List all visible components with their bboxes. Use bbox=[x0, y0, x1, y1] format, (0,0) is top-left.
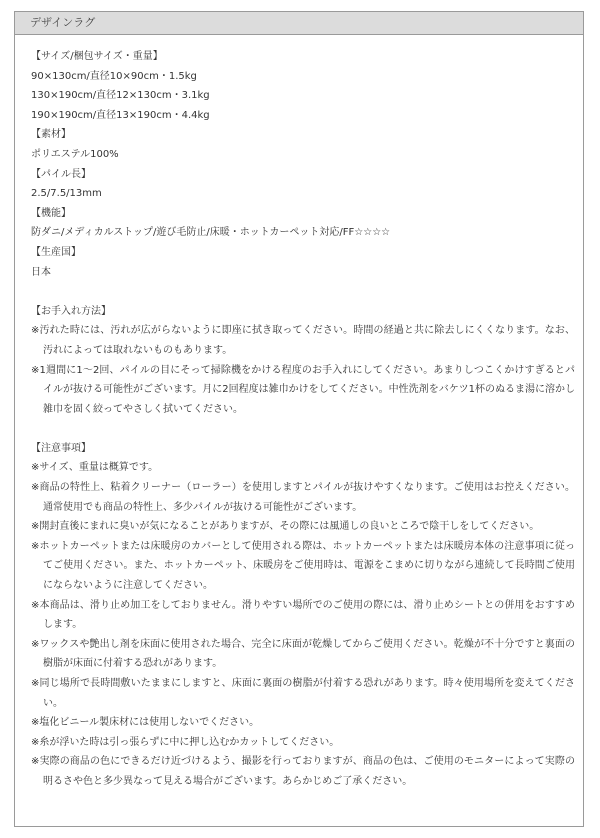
caution-note: ※ホットカーペットまたは床暖房のカバーとして使用される際は、ホットカーペットまたは床暖房本体の注意事項に従ってご使用ください。また、ホットカーペット、床暖房をご使用時は、電源をこまめに切りながら連続して長時間ご使用にならないように注意してください。 bbox=[31, 540, 575, 592]
caution-note: ※ワックスや艶出し剤を床面に使用された場合、完全に床面が乾燥してからご使用ください。乾燥が不十分ですと裏面の樹脂が床面に付着する恐れがあります。 bbox=[31, 638, 575, 670]
title-bar bbox=[15, 12, 583, 35]
material-value: ポリエステル100% bbox=[31, 148, 119, 160]
caution-note: ※塩化ビニール製床材には使用しないでください。 bbox=[31, 717, 260, 729]
size-row: 190×190cm/直径13×190cm・4.4kg bbox=[31, 109, 210, 121]
caution-note: ※サイズ、重量は概算です。 bbox=[31, 462, 159, 474]
care-note: ※汚れた時には、汚れが広がらないように即座に拭き取ってください。時間の経過と共に除去しにくくなります。なお、汚れによっては取れないものもあります。 bbox=[31, 325, 575, 356]
caution-note: ※実際の商品の色にできるだけ近づけるよう、撮影を行っておりますが、商品の色は、ご使用のモニターによって実際の明るさや色と多少異なって見える場合がございます。あらかじめご了承ください。 bbox=[31, 756, 575, 787]
product-info-panel bbox=[14, 11, 584, 827]
panel-content bbox=[31, 47, 575, 792]
size-row: 130×190cm/直径12×130cm・3.1kg bbox=[31, 90, 210, 102]
size-row: 90×130cm/直径10×90cm・1.5kg bbox=[31, 70, 197, 82]
material-heading: 【素材】 bbox=[31, 129, 71, 141]
care-heading: 【お手入れ方法】 bbox=[31, 305, 111, 317]
origin-heading: 【生産国】 bbox=[31, 246, 81, 258]
caution-note: ※糸が浮いた時は引っ張らずに中に押し込むかカットしてください。 bbox=[31, 736, 340, 748]
caution-note: ※本商品は、滑り止め加工をしておりません。滑りやすい場所でのご使用の際には、滑り止めシートとの併用をおすすめします。 bbox=[31, 599, 575, 631]
function-value: 防ダニ/メディカルストップ/遊び毛防止/床暖・ホットカーペット対応/FF☆☆☆☆ bbox=[31, 227, 391, 239]
pile-heading: 【パイル長】 bbox=[31, 168, 91, 180]
size-heading: 【サイズ/梱包サイズ・重量】 bbox=[31, 51, 163, 62]
caution-note: ※開封直後にまれに臭いが気になることがありますが、その際には風通しの良いところで陰干しをしてください。 bbox=[31, 521, 540, 533]
caution-note: ※同じ場所で長時間敷いたままにしますと、床面に裏面の樹脂が付着する恐れがあります。時々使用場所を変えてください。 bbox=[31, 678, 575, 709]
origin-value: 日本 bbox=[31, 266, 51, 278]
spacer bbox=[31, 419, 575, 439]
panel-title: デザインラグ bbox=[30, 16, 96, 29]
spacer bbox=[31, 282, 575, 302]
pile-value: 2.5/7.5/13mm bbox=[31, 188, 102, 200]
caution-note: ※商品の特性上、粘着クリーナー（ローラー）を使用しますとパイルが抜けやすくなります。ご使用はお控えください。通常使用でも商品の特性上、多少パイルが抜ける可能性がございます。 bbox=[31, 482, 575, 513]
function-heading: 【機能】 bbox=[31, 207, 71, 219]
caution-heading: 【注意事項】 bbox=[31, 442, 91, 454]
care-note: ※1週間に1～2回、パイルの目にそって掃除機をかける程度のお手入れにしてください。あまりしつこくかけすぎるとパイルが抜ける可能性がございます。月に2回程度は雑巾かけをしてください。中性洗剤をバケツ1杯のぬるま湯に溶かし雑巾を固く絞ってやさしく拭いてください。 bbox=[31, 364, 575, 415]
